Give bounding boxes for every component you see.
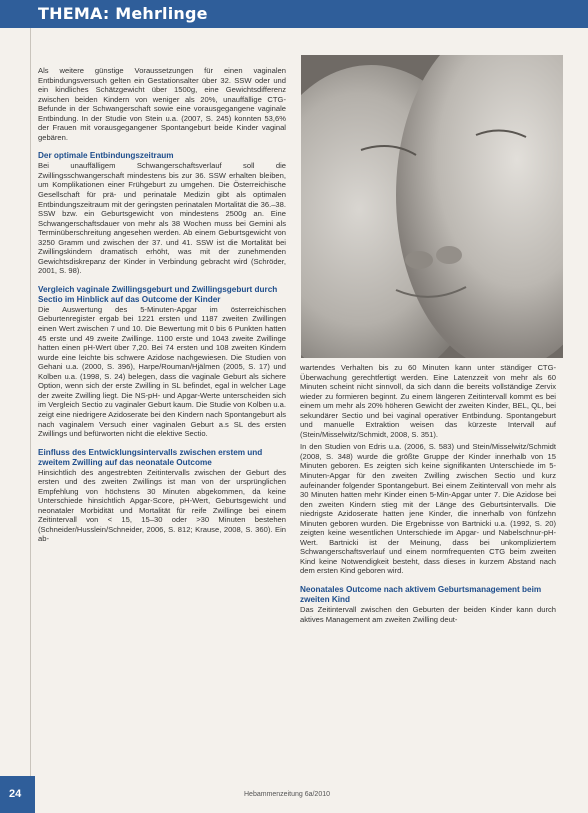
heading-neonatales-outcome: Neonatales Outcome nach aktivem Geburtsmanagement beim zweiten Kind	[300, 585, 542, 605]
paragraph-zeitintervall: Das Zeitintervall zwischen den Geburten der beiden Kinder kann durch aktives Management am zweiten Zwilling deut-	[300, 605, 556, 624]
section-header-bar	[0, 0, 588, 28]
section-title: THEMA: Mehrlinge	[38, 4, 208, 23]
page-number: 24	[9, 788, 22, 800]
left-column	[38, 66, 286, 544]
right-column	[300, 363, 556, 624]
heading-intervall: Einfluss des Entwicklungsintervalls zwischen erstem und zweitem Zwilling auf das neonatale Outcome	[38, 447, 263, 467]
paragraph-studien: In den Studien von Edris u.a. (2006, S. 583) und Stein/Misselwitz/Schmidt (2008, S. 348) wurde die größte Gruppe der Kinder innerhalb von 15 Minuten geboren. Es zeigten sich keine signifikanten Unterschiede im 5-Minuten-Apgar für den zweiten Zwilling zwischen Sectio und kurz aufeinander folgender Spontangeburt. Bei einem Zeitintervall von mehr als 30 Minuten hatten mehr Kinder einen 5-Min-Apgar unter 7. Die Azidose bei den zweiten Kindern stieg mit der Länge des Geburtsintervalls. Die niedrigste Azidoserate hatten jene Kinder, die innerhalb von fünfzehn Minuten geboren wurden. Die Ergebnisse von Bartnicki u.a. (1992, S. 20) zeigten keine wesentlichen Unterschiede im Apgar- und Nabelschnur-pH-Wert. Bartnicki ist der Meinung, dass bei unkompliziertem Schwangerschaftsverlauf und einem normfrequenten CTG beim zweiten Kind keine Notwendigkeit besteht, dass dieses in kurzem Abstand nach dem ersten Kind geboren wird.	[300, 442, 556, 576]
paragraph-vergleich: Die Auswertung des 5-Minuten-Apgar im österreichischen Geburtenregister ergab bei 1221 ersten und 1187 zweiten Zwillingen einen Wert zwischen 7 und 10. Die Bewertung mit 0 bis 6 Punkten hatten 45 erste und 49 zweite Zwillinge. 1100 erste und 1043 zweite Zwillinge hatten einen pH-Wert über 7,20. Bei 74 ersten und 108 zweiten Kindern wurde eine leichte bis schwere Azidose nachgewiesen. Die Studien von Gehani u.a. (2000, S. 396), Harpe/Rouman/Hjälmen (2005, S. 17) und Kolben u.a. (1998, S. 24) belegen, dass die vaginale Geburt als sichere Option, wenn sich der erste Zwilling in SL befindet, egal in welcher Lage der zweite Zwilling liegt. Die NS-pH- und Apgar-Werte unterscheiden sich im Vergleich Sectio zu vaginaler Geburt kaum. Die Studie von Kolben u.a. zeigt eine niedrigere Azidoserate bei den Kindern nach Spontangeburt als nach vaginalem Versuch einer vaginalen Geburt a.s SL des ersten Zwillings und befürworten nicht die elektive Sectio.	[38, 304, 286, 439]
twins-photo-image	[301, 55, 563, 358]
heading-entbindungszeitraum: Der optimale Entbindungszeitraum	[38, 151, 174, 161]
paragraph-intro: Als weitere günstige Voraussetzungen für einen vaginalen Entbindungsversuch gelten ein Gestationsalter über 32. SSW oder und ein kindliches Schätzgewicht über 1500g, eine Gewichtsdifferenz zwischen beiden Kindern von weniger als 20%, unauffällige CTG-Befunde in der Schwangerschaft sowie eine vorausgegangene vaginale Entbindung. In der Studie von Stein u.a. (2007, S. 245) konnten 53,6% der Frauen mit vorausgegangener Spontangeburt beide Kinder vaginal gebären.	[38, 66, 286, 142]
journal-footer: Hebammenzeitung 6a/2010	[244, 791, 331, 798]
paragraph-intervall: Hinsichtlich des angestrebten Zeitintervalls zwischen der Geburt des ersten und des zweiten Zwillings ist man von der ursprünglichen Empfehlung von höchstens 30 Minuten abgekommen, da keine Unterschiede hinsichtlich Apgar-Score, pH-Wert, Geburtsgewicht und neonataler Morbidität und Mortalität für reife Zwillinge bei einem Zeitintervall von < 15, 15–30 oder >30 Minuten bestehen (Schneider/Husslein/Schneider, 2006, S. 812; Krause, 2008, S. 360). Ein ab-	[38, 467, 286, 544]
twins-photo	[301, 55, 563, 358]
paragraph-abwartend: wartendes Verhalten bis zu 60 Minuten kann unter ständiger CTG-Überwachung gerechtfertigt werden. Eine Latenzzeit von mehr als 60 Minuten scheint nicht sinnvoll, da sich dann die bereits vollständige Zervix wieder zu formieren beginnt. Zu einem längeren Zeitintervall kommt es bei einem um mehr als 20% höheren Gewicht der zweiten Kinder, BEL, QL, bei sekundärer Sectio und bei vaginal operativer Entbindung. Spontangeburt und manuelle Extraktion weisen das kürzeste Intervall auf (Stein/Misselwitz/Schmidt, 2008, S. 351).	[300, 363, 556, 439]
margin-rule	[30, 28, 31, 788]
paragraph-entbindungszeitraum: Bei unauffälligem Schwangerschaftsverlauf soll die Zwillingsschwangerschaft mindestens bis zur 36. SSW erhalten bleiben, um Komplikationen einer Frühgeburt zu umgehen. Die Österreichische Gesellschaft für prä- und perinatale Medizin gibt als optimalen Entbindungszeitraum mit der geringsten perinatalen Mortalität die 36.–38. SSW bzw. ein Geburtsgewicht von mindestens 2500g an. Eine Schwangerschaftsdauer von mehr als 38 Wochen muss bei Gemini als Terminüberschreitung angesehen werden. Ab einem Geburtsgewicht von 3250 Gramm und zwischen der 37. und 41. SSW ist die Mortalität bei Zwillingskindern dramatisch erhöht, was mit der zunehmenden Gewichtsdiskrepanz der Kinder in Verbindung gebracht wird (Schröder, 2001, S. 98).	[38, 161, 286, 276]
heading-vergleich: Vergleich vaginale Zwillingsgeburt und Zwillingsgeburt durch Sectio im Hinblick auf das Outcome der Kinder	[38, 284, 278, 304]
